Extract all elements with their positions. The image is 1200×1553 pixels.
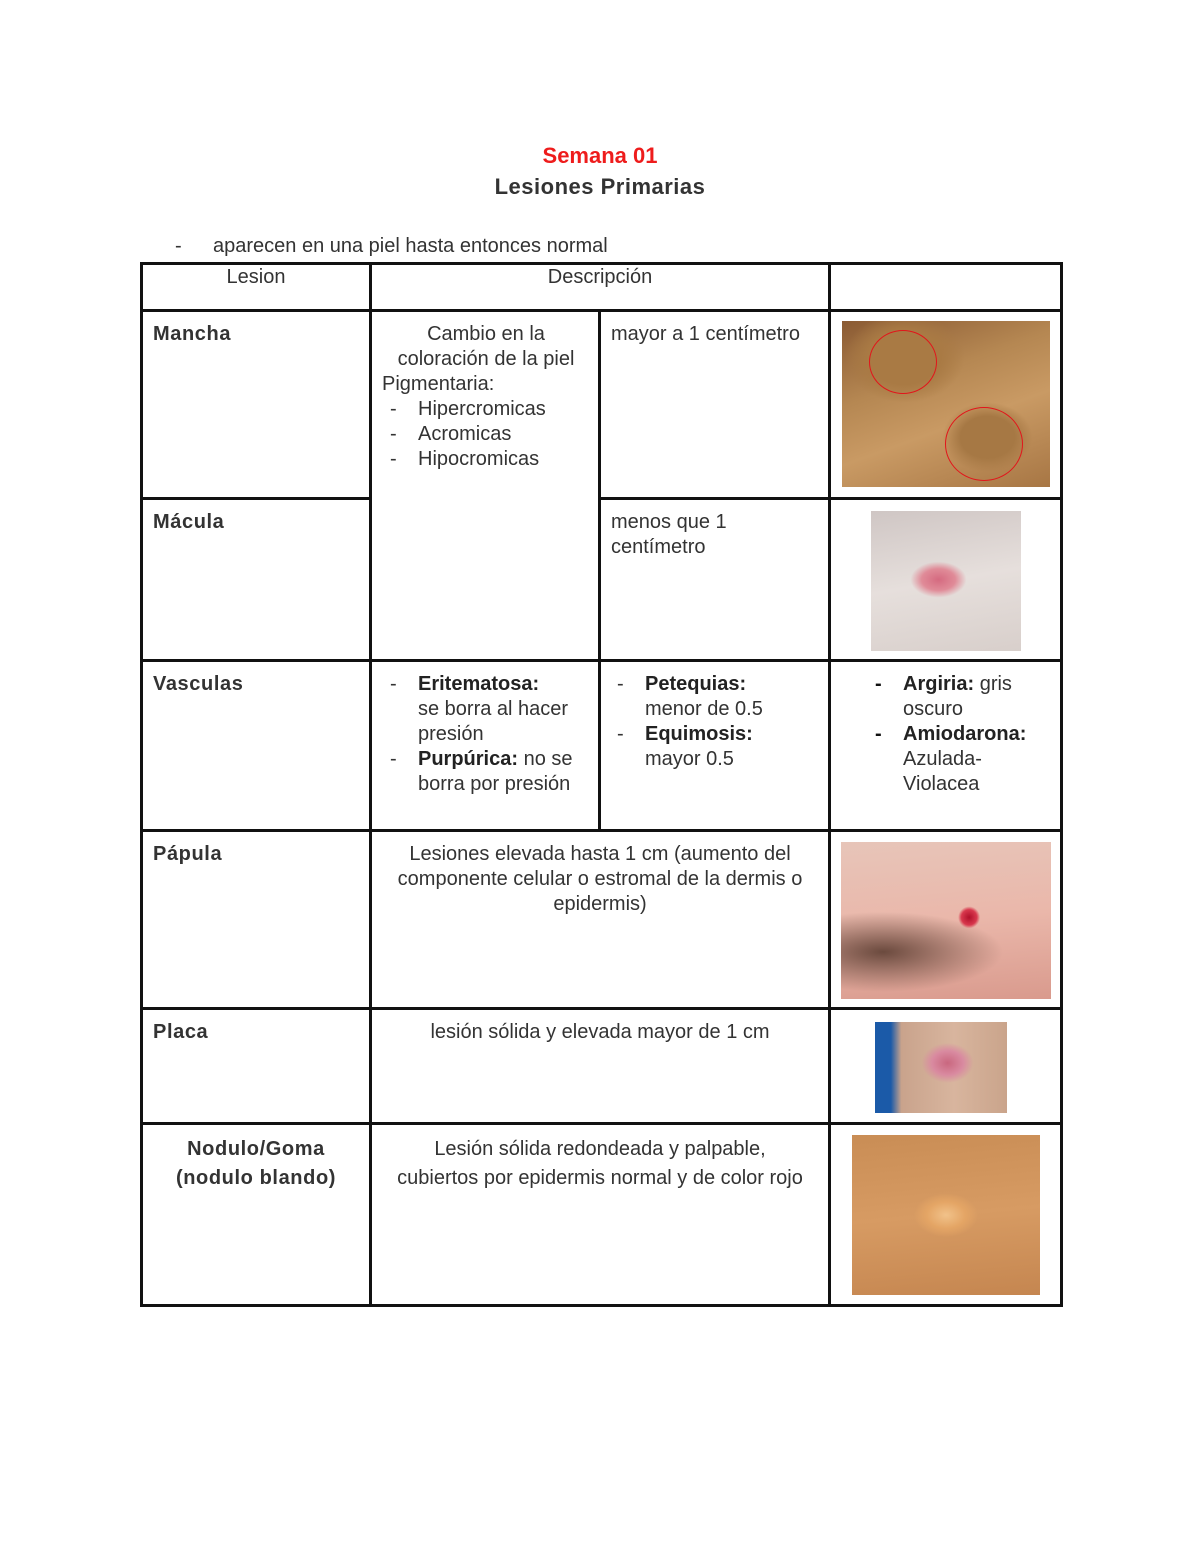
placa-description: lesión sólida y elevada mayor de 1 cm [371,1009,830,1124]
table-row-papula [142,831,1062,1009]
lesions-table [140,262,1063,1307]
lesion-name-mancha: Mancha [142,311,371,499]
mancha-image-cell [830,311,1062,499]
term-text: mayor 0.5 [645,748,734,770]
header-lesion: Lesion [142,264,371,311]
term-text: no se borra por presión [418,748,573,795]
nodulo-name-line2: (nodulo blando) [175,1167,337,1189]
table-row-macula [142,499,1062,661]
term-text: Azulada-Violacea [903,748,982,795]
intro-text: aparecen en una piel hasta entonces normal [213,235,608,257]
mancha-desc-line3: Pigmentaria: [382,373,495,395]
nodulo-image-cell [830,1124,1062,1306]
mancha-size: mayor a 1 centímetro [600,311,830,499]
macula-photo [871,511,1021,651]
week-heading: Semana 01 [542,143,658,168]
intro-dash: - [175,235,182,257]
term-text: menor de 0.5 [645,698,763,720]
placa-photo [875,1022,1007,1113]
macula-size-line1: menos que 1 [611,511,727,533]
nodulo-desc-line2: cubiertos por epidermis normal y de color rojo [397,1167,803,1189]
list-item [382,747,590,797]
vasculas-sizes-list [609,672,820,772]
list-item [609,722,820,772]
nodulo-photo [852,1135,1040,1295]
intro-bullet [175,235,608,258]
table-row-mancha [142,311,1062,499]
list-item: - Acromicas [382,422,590,447]
table-header-row [142,264,1062,311]
papula-photo [841,842,1051,999]
macula-size-line2: centímetro [611,536,706,558]
list-item: - Hipocromicas [382,447,590,472]
table-row-placa [142,1009,1062,1124]
vasculas-types-list [382,672,590,797]
lesion-name-nodulo [142,1124,371,1306]
nodulo-name-line1: Nodulo/Goma [187,1138,325,1160]
term-label: Purpúrica: [418,748,519,770]
term-label: Amiodarona: [903,723,1027,745]
placa-image-cell [830,1009,1062,1124]
macula-size [600,499,830,661]
list-item: - Hipercromicas [382,397,590,422]
vasculas-colors-list [867,672,1052,797]
page-title: Lesiones Primarias [494,174,706,199]
table-row-vasculas [142,661,1062,831]
term-label: Eritematosa: [418,673,540,695]
highlight-circle [945,407,1023,481]
term-text: gris oscuro [903,673,1012,720]
pigment-types-list [382,397,590,472]
nodulo-description [371,1124,830,1306]
list-item [867,672,1052,722]
list-item [609,672,820,722]
header-descripcion: Descripción [371,264,830,311]
papula-description: Lesiones elevada hasta 1 cm (aumento del componente celular o estromal de la dermis o epidermis) [371,831,830,1009]
list-item [867,722,1052,797]
term-label: Equimosis: [645,723,753,745]
vasculas-color-cell [830,661,1062,831]
papula-image-cell [830,831,1062,1009]
mancha-description [371,311,600,661]
term-text: se borra al hacer presión [418,698,569,745]
list-item [382,672,590,747]
header-image [830,264,1062,311]
lesion-name-papula: Pápula [142,831,371,1009]
term-label: Argiria: [903,673,975,695]
mancha-desc-line1: Cambio en la [427,323,545,345]
term-label: Petequias: [645,673,747,695]
nodulo-desc-line1: Lesión sólida redondeada y palpable, [434,1138,766,1160]
lesion-name-vasculas: Vasculas [142,661,371,831]
vasculas-size-cell [600,661,830,831]
macula-image-cell [830,499,1062,661]
mancha-desc-line2: coloración de la piel [397,348,575,370]
mancha-photo [842,321,1050,487]
highlight-circle [869,330,937,394]
vasculas-type-cell [371,661,600,831]
lesion-name-placa: Placa [142,1009,371,1124]
lesion-name-macula: Mácula [142,499,371,661]
table-row-nodulo [142,1124,1062,1306]
